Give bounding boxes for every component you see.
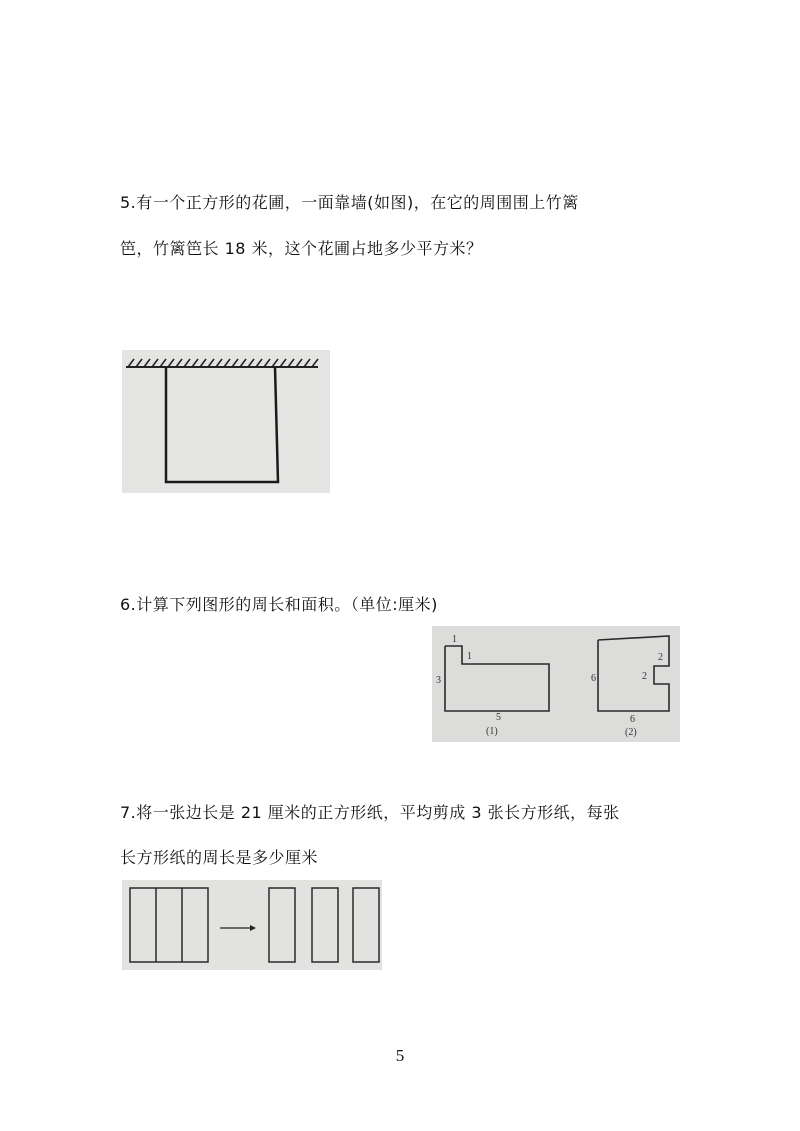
shape2-bottom-label: 6: [630, 714, 635, 725]
q6-text-line1: 6.计算下列图形的周长和面积。（单位:厘米): [120, 595, 438, 614]
shape2-notch-side-label: 2: [658, 652, 663, 663]
shape2-notch-height-label: 2: [642, 671, 647, 682]
shape2-left-label: 6: [591, 673, 596, 684]
q7-text-line1: 7.将一张边长是 21 厘米的正方形纸，平均剪成 3 张长方形纸，每张: [120, 803, 620, 822]
q7-text-line2: 长方形纸的周长是多少厘米: [120, 848, 319, 867]
q6-shapes-figure: [432, 626, 680, 742]
q5-text-line2: 笆，竹篱笆长 18 米，这个花圃占地多少平方米？: [120, 239, 483, 258]
q5-garden-figure: [122, 350, 330, 493]
shape1-caption: (1): [486, 726, 498, 737]
shape1-left-label: 3: [436, 675, 441, 686]
shape2-caption: (2): [625, 727, 637, 738]
q5-text-line1: 5.有一个正方形的花圃，一面靠墙(如图)，在它的周围围上竹篱: [120, 193, 579, 212]
shape1-top-label: 1: [452, 634, 457, 645]
shape1-step-label: 1: [467, 651, 472, 662]
shape1-bottom-label: 5: [496, 712, 501, 723]
page-number: 5: [395, 1046, 405, 1065]
q7-paper-cut-figure: [122, 880, 382, 970]
